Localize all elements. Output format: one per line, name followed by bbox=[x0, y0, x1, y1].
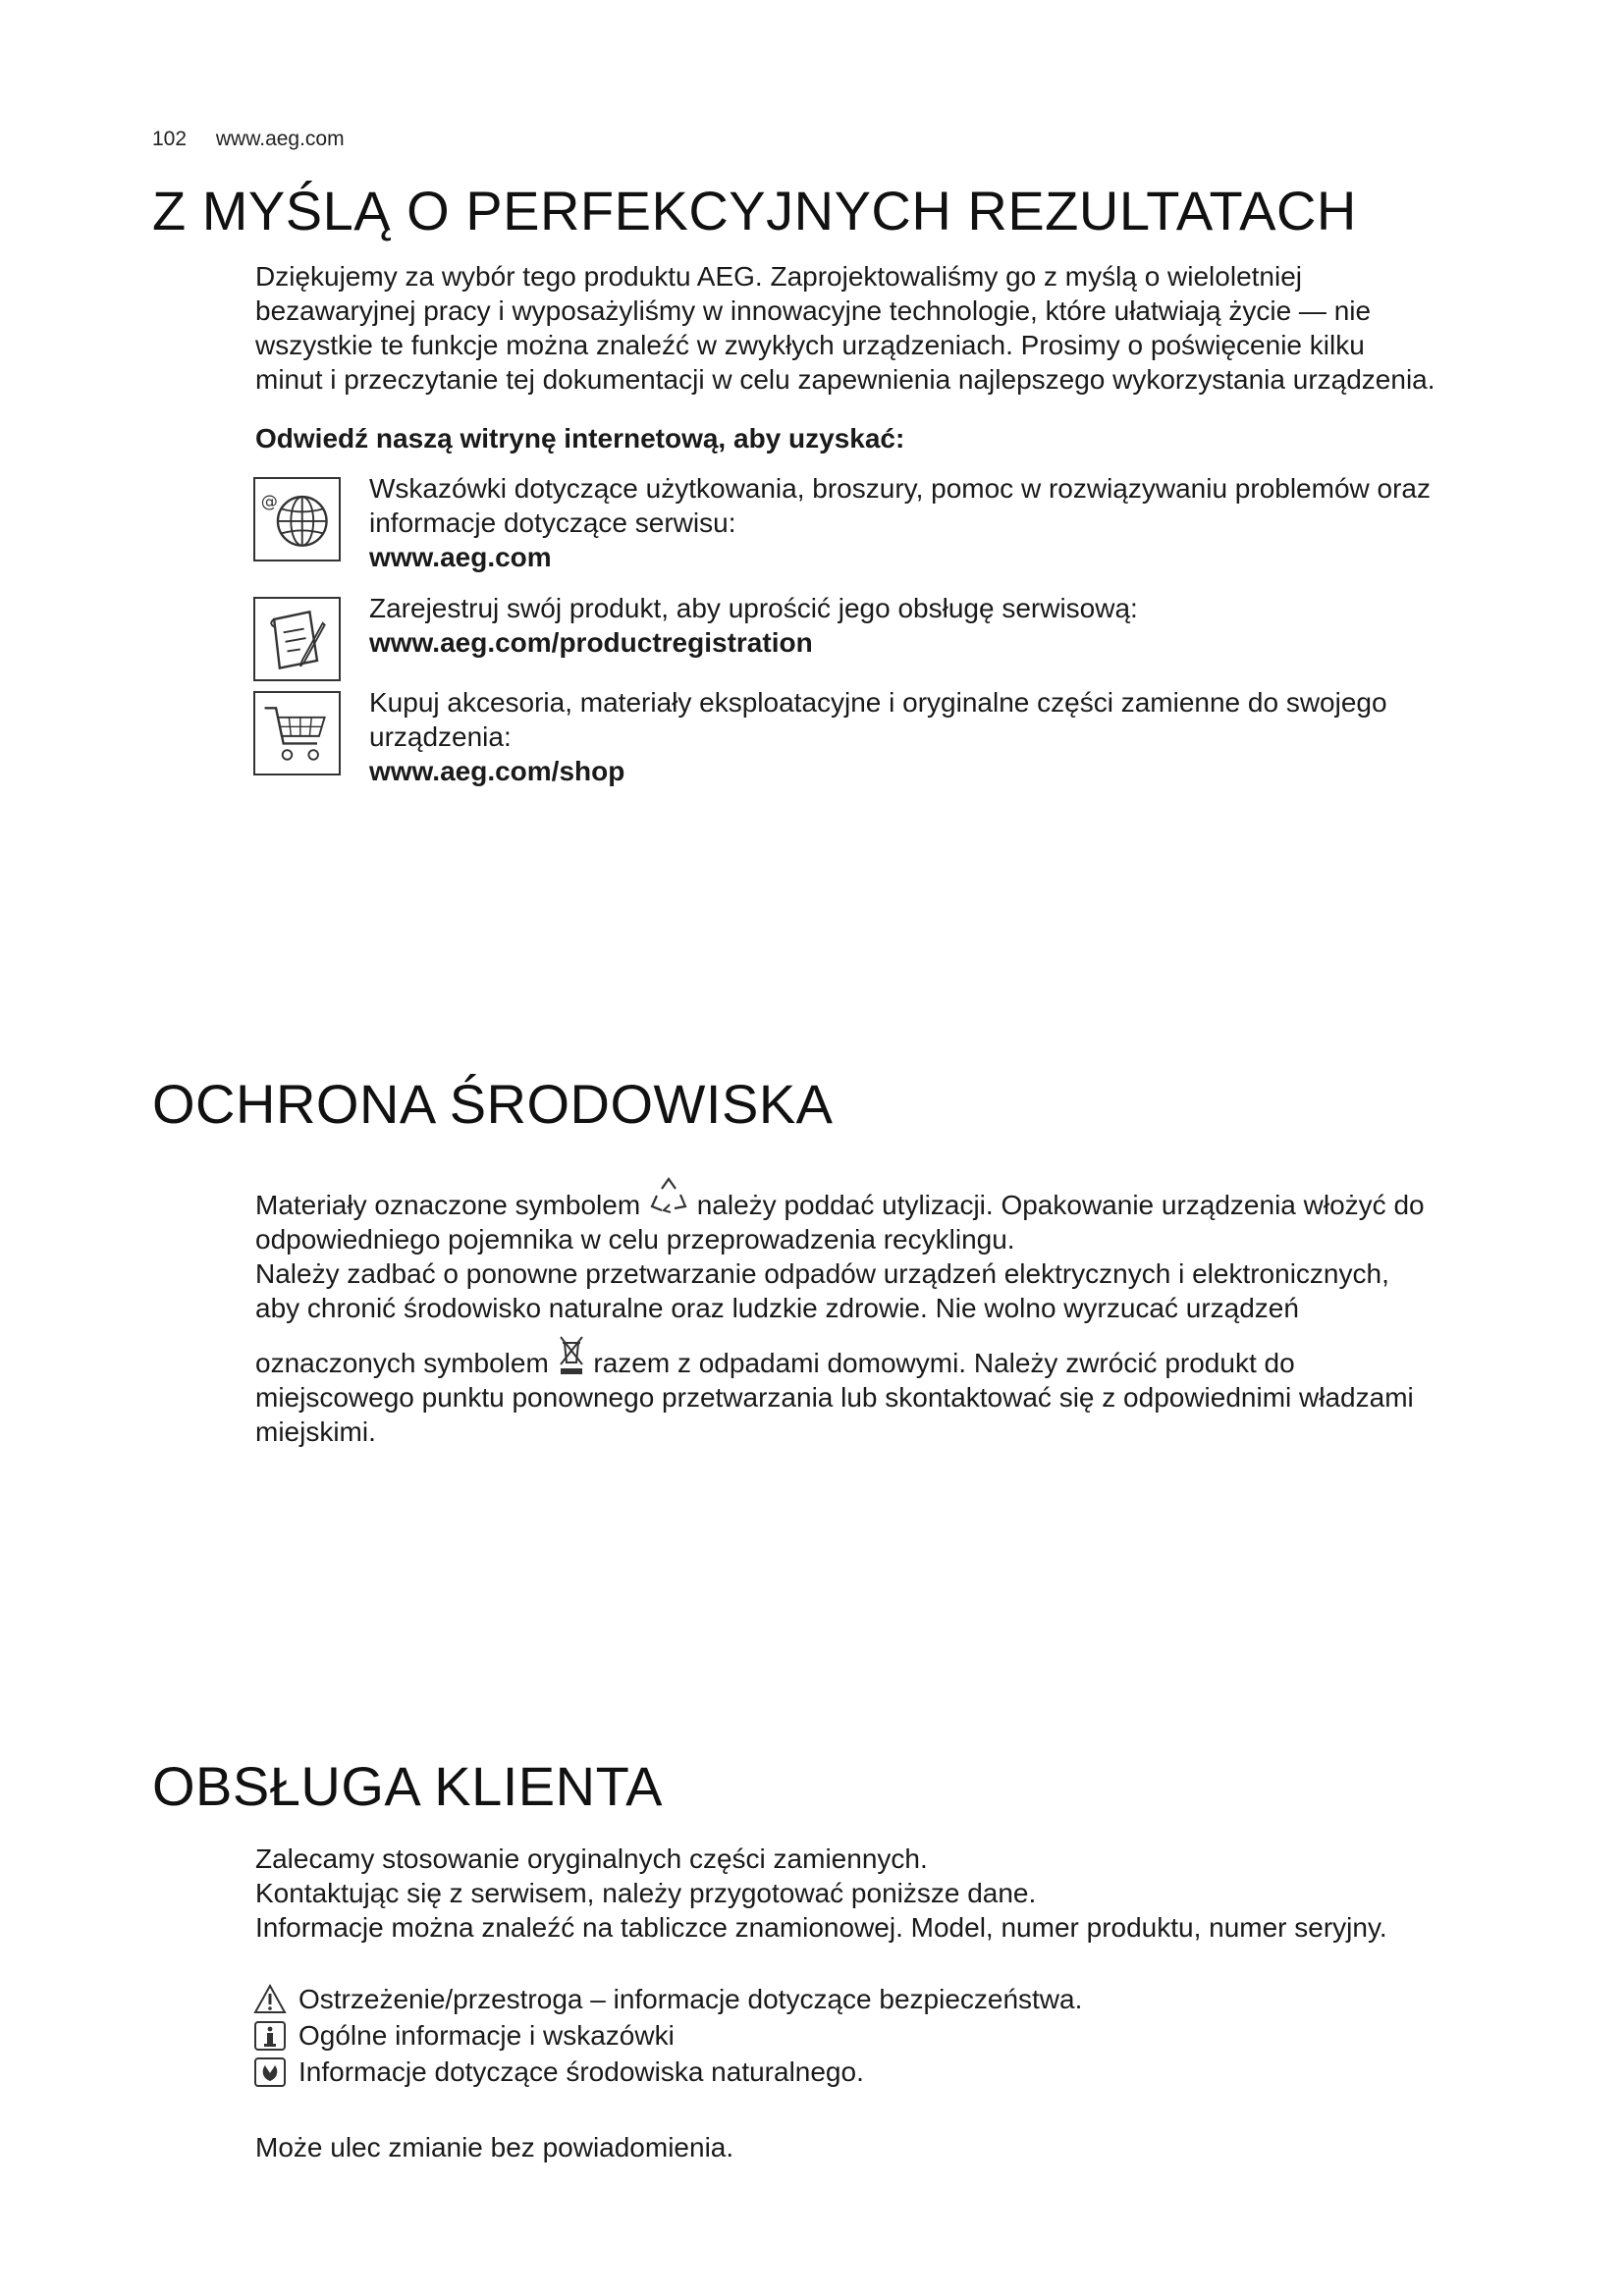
link-url-shop[interactable]: www.aeg.com/shop bbox=[369, 756, 625, 786]
crossed-out-bin-icon bbox=[557, 1333, 586, 1376]
page-header bbox=[152, 128, 345, 151]
link-description: Kupuj akcesoria, materiały eksploatacyjne i oryginalne części zamienne do swojego bbox=[369, 687, 1387, 718]
service-line: Zalecamy stosowanie oryginalnych części zamiennych. bbox=[255, 1843, 928, 1874]
link-text-support bbox=[369, 471, 1528, 574]
link-row-support bbox=[253, 471, 1530, 579]
web-globe-icon bbox=[253, 477, 341, 561]
info-icon bbox=[253, 2020, 287, 2052]
product-registration-icon bbox=[253, 597, 341, 681]
link-description: Wskazówki dotyczące użytkowania, broszury, pomoc w rozwiązywaniu problemów oraz bbox=[369, 473, 1431, 504]
section-title-customer-service: OBSŁUGA KLIENTA bbox=[152, 1755, 663, 1817]
section-title-environment: OCHRONA ŚRODOWISKA bbox=[152, 1073, 834, 1135]
env-line: aby chronić środowisko naturalne oraz ludzkie zdrowie. Nie wolno wyrzucać urządzeń bbox=[255, 1293, 1299, 1323]
link-description: informacje dotyczące serwisu: bbox=[369, 507, 736, 538]
link-description: urządzenia: bbox=[369, 721, 512, 752]
env-text-fragment: należy poddać utylizacji. Opakowanie urządzenia włożyć do bbox=[696, 1190, 1425, 1220]
env-line bbox=[255, 1333, 1512, 1380]
service-line: Informacje można znaleźć na tabliczce znamionowej. Model, numer produktu, numer seryjny. bbox=[255, 1912, 1387, 1943]
env-line: Należy zadbać o ponowne przetwarzanie odpadów urządzeń elektrycznych i elektronicznych, bbox=[255, 1258, 1389, 1289]
env-text-fragment: oznaczonych symbolem bbox=[255, 1348, 549, 1378]
service-paragraph bbox=[255, 1842, 1512, 1945]
link-description: Zarejestruj swój produkt, aby uprościć jego obsługę serwisową: bbox=[369, 593, 1138, 623]
change-notice: Może ulec zmianie bez powiadomienia. bbox=[255, 2132, 734, 2163]
section-title-perfect-results: Z MYŚLĄ O PERFEKCYJNYCH REZULTATACH bbox=[152, 180, 1357, 241]
legend-text: Ogólne informacje i wskazówki bbox=[298, 2020, 675, 2051]
header-website: www.aeg.com bbox=[215, 128, 345, 150]
symbol-legend bbox=[253, 1981, 1530, 2090]
service-line: Kontaktując się z serwisem, należy przygotować poniższe dane. bbox=[255, 1878, 1037, 1908]
link-row-registration bbox=[253, 591, 1530, 689]
legend-item-info bbox=[253, 2017, 1530, 2054]
link-text-registration bbox=[369, 591, 1528, 660]
legend-text: Ostrzeżenie/przestroga – informacje dotyczące bezpieczeństwa. bbox=[298, 1984, 1083, 2014]
legend-text: Informacje dotyczące środowiska naturalnego. bbox=[298, 2056, 864, 2087]
svg-text:@: @ bbox=[260, 492, 278, 512]
environment-paragraph bbox=[255, 1175, 1512, 1449]
recycling-icon bbox=[648, 1175, 689, 1218]
link-url-registration[interactable]: www.aeg.com/productregistration bbox=[369, 627, 813, 658]
intro-line: wszystkie te funkcje można znaleźć w zwykłych urządzeniach. Prosimy o poświęcenie kilku bbox=[255, 330, 1365, 360]
environment-leaf-icon bbox=[253, 2056, 287, 2088]
warning-triangle-icon bbox=[253, 1984, 287, 2015]
env-text-fragment: razem z odpadami domowymi. Należy zwrócić produkt do bbox=[593, 1348, 1295, 1378]
env-text-fragment: Materiały oznaczone symbolem bbox=[255, 1190, 641, 1220]
link-text-shop bbox=[369, 685, 1528, 788]
intro-line: Dziękujemy za wybór tego produktu AEG. Zaprojektowaliśmy go z myślą o wieloletniej bbox=[255, 261, 1303, 292]
shopping-cart-icon bbox=[253, 691, 341, 775]
env-line bbox=[255, 1175, 1512, 1222]
link-row-shop bbox=[253, 685, 1530, 793]
link-url-aeg[interactable]: www.aeg.com bbox=[369, 542, 552, 572]
page-number: 102 bbox=[152, 128, 188, 150]
env-line: odpowiedniego pojemnika w celu przeprowadzenia recyklingu. bbox=[255, 1224, 1015, 1255]
visit-website-heading: Odwiedź naszą witrynę internetową, aby uzyskać: bbox=[255, 423, 905, 454]
intro-line: minut i przeczytanie tej dokumentacji w celu zapewnienia najlepszego wykorzystania urządzenia. bbox=[255, 364, 1435, 395]
legend-item-environment bbox=[253, 2054, 1530, 2090]
intro-line: bezawaryjnej pracy i wyposażyliśmy w innowacyjne technologie, które ułatwiają życie — nie bbox=[255, 295, 1372, 326]
intro-paragraph bbox=[255, 259, 1512, 397]
env-line: miejscowego punktu ponownego przetwarzania lub skontaktować się z odpowiednimi władzami bbox=[255, 1382, 1414, 1413]
legend-item-warning bbox=[253, 1981, 1530, 2017]
env-line: miejskimi. bbox=[255, 1416, 376, 1447]
